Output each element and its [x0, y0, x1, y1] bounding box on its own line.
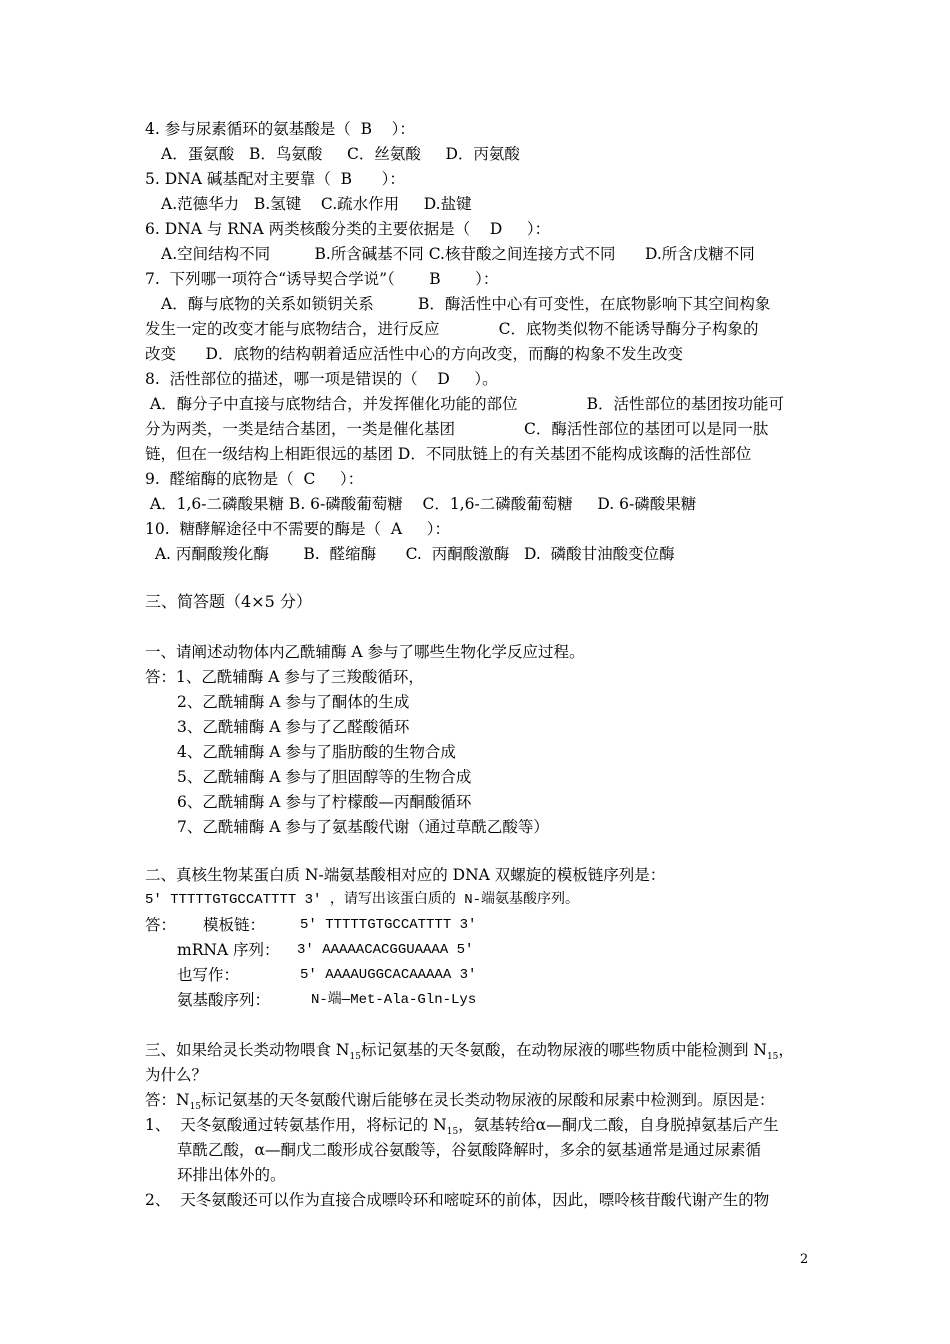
mrna-sequence: 3′ AAAAACACGGUAAAA 5′ [297, 942, 474, 958]
question-8-options-line2: 分为两类，一类是结合基团，一类是催化基团 C．酶活性部位的基团可以是同一肽 [145, 420, 769, 438]
question-4-options: A．蛋氨酸 B．鸟氨酸 C．丝氨酸 D．丙氨酸 [161, 145, 520, 163]
isotope-subscript: 15 [766, 1052, 779, 1063]
page-number: 2 [800, 1252, 809, 1267]
short-answer-1-question: 一、请阐述动物体内乙酰辅酶 A 参与了哪些生物化学反应过程。 [145, 643, 585, 661]
answer-item: 6、乙酰辅酶 A 参与了柠檬酸—丙酮酸循环 [177, 793, 472, 811]
question-7-options-line1: A．酶与底物的关系如锁钥关系 B．酶活性中心有可变性，在底物影响下其空间构象 [161, 295, 771, 313]
answer-item: 5、乙酰辅酶 A 参与了胆固醇等的生物合成 [177, 768, 472, 786]
isotope-subscript: 15 [189, 1102, 202, 1113]
question-10: 10. 糖酵解途径中不需要的酶是（ A ）： [145, 520, 450, 538]
also-written-sequence: 5′ AAAAUGGCACAAAAA 3′ [300, 967, 477, 983]
answer-item: 3、乙酰辅酶 A 参与了乙醛酸循环 [177, 718, 410, 736]
q3-text-a: 三、如果给灵长类动物喂食 N [145, 1041, 350, 1059]
q3-text-b: 标记氨基的天冬氨酸，在动物尿液的哪些物质中能检测到 N [360, 1041, 767, 1059]
question-10-options: A. 丙酮酸羧化酶 B. 醛缩酶 C. 丙酮酸激酶 D. 磷酸甘油酸变位酶 [145, 545, 675, 563]
reason-1-text-a: 1、 天冬氨酸通过转氨基作用，将标记的 N [145, 1116, 447, 1134]
question-7-options-line2: 发生一定的改变才能与底物结合，进行反应 C．底物类似物不能诱导酶分子构象的 [145, 320, 759, 338]
question-5: 5. DNA 碱基配对主要靠（ B ）： [145, 170, 405, 188]
short-answer-2-answer-label: 答： [145, 916, 177, 934]
answer-item: 7、乙酰辅酶 A 参与了氨基酸代谢（通过草酰乙酸等） [177, 818, 549, 836]
q3-answer-b: 标记氨基的天冬氨酸代谢后能够在灵长类动物尿液的尿酸和尿素中检测到。原因是： [201, 1091, 775, 1109]
question-7-options-line3: 改变 D．底物的结构朝着适应活性中心的方向改变，而酶的构象不发生改变 [145, 345, 683, 363]
q3-answer-a: 答：N [145, 1091, 190, 1109]
reason-2-line1: 2、 天冬氨酸还可以作为直接合成嘌呤环和嘧啶环的前体，因此，嘌呤核苷酸代谢产生的物 [145, 1191, 770, 1209]
isotope-subscript: 15 [349, 1052, 361, 1063]
reason-1-line1 [145, 1115, 779, 1142]
answer-item: 2、乙酰辅酶 A 参与了酮体的生成 [177, 693, 410, 711]
also-written-label: 也写作： [177, 966, 240, 984]
short-answer-3-question-line2: 为什么？ [145, 1066, 208, 1084]
template-strand-sequence: 5′ TTTTTGTGCCATTTT 3′ [300, 917, 477, 933]
short-answer-2-sequence: 5′ TTTTTGTGCCATTTT 3′ ，请写出该蛋白质的 N-端氨基酸序列。 [145, 892, 580, 908]
answer-item: 4、乙酰辅酶 A 参与了脂肪酸的生物合成 [177, 743, 456, 761]
question-9-options: A．1,6-二磷酸果糖 B. 6-磷酸葡萄糖 C．1,6-二磷酸葡萄糖 D. 6-磷酸果糖 [145, 495, 697, 513]
short-answer-2-question: 二、真核生物某蛋白质 N-端氨基酸相对应的 DNA 双螺旋的模板链序列是： [145, 866, 666, 884]
amino-acid-sequence: N-端—Met-Ala-Gln-Lys [311, 992, 477, 1008]
reason-1-line3: 环排出体外的。 [177, 1166, 286, 1184]
question-7: 7. 下列哪一项符合“诱导契合学说”（ B ）： [145, 270, 499, 288]
question-9: 9. 醛缩酶的底物是（ C ）： [145, 470, 364, 488]
question-5-options: A.范德华力 B.氢键 C.疏水作用 D.盐键 [161, 195, 472, 213]
question-8-options-line1: A．酶分子中直接与底物结合，并发挥催化功能的部位 B．活性部位的基团按功能可 [145, 395, 784, 413]
q3-text-c: ， [778, 1041, 794, 1059]
mrna-label: mRNA 序列： [177, 941, 280, 959]
question-6: 6. DNA 与 RNA 两类核酸分类的主要依据是（ D ）： [145, 220, 551, 238]
isotope-subscript: 15 [446, 1127, 459, 1138]
short-answer-1-answer-intro: 答：1、乙酰辅酶 A 参与了三羧酸循环， [145, 668, 424, 686]
short-answer-3-question [145, 1040, 794, 1067]
question-4: 4. 参与尿素循环的氨基酸是（ B ）： [145, 120, 415, 138]
question-8-options-line3: 链，但在一级结构上相距很远的基团 D．不同肽链上的有关基团不能构成该酶的活性部位 [145, 445, 752, 463]
question-6-options: A.空间结构不同 B.所含碱基不同 C.核苷酸之间连接方式不同 D.所含戊糖不同 [161, 245, 755, 263]
section-3-heading: 三、简答题（4×5 分） [145, 592, 312, 611]
question-8: 8. 活性部位的描述，哪一项是错误的（ D ）。 [145, 370, 498, 388]
reason-1-text-b: ，氨基转给α—酮戊二酸，自身脱掉氨基后产生 [458, 1116, 779, 1134]
short-answer-3-answer [145, 1090, 775, 1117]
reason-1-line2: 草酰乙酸，α—酮戊二酸形成谷氨酸等，谷氨酸降解时，多余的氨基通常是通过尿素循 [177, 1141, 761, 1159]
amino-acid-sequence-label: 氨基酸序列： [177, 991, 271, 1009]
template-strand-label: 模板链： [203, 916, 266, 934]
